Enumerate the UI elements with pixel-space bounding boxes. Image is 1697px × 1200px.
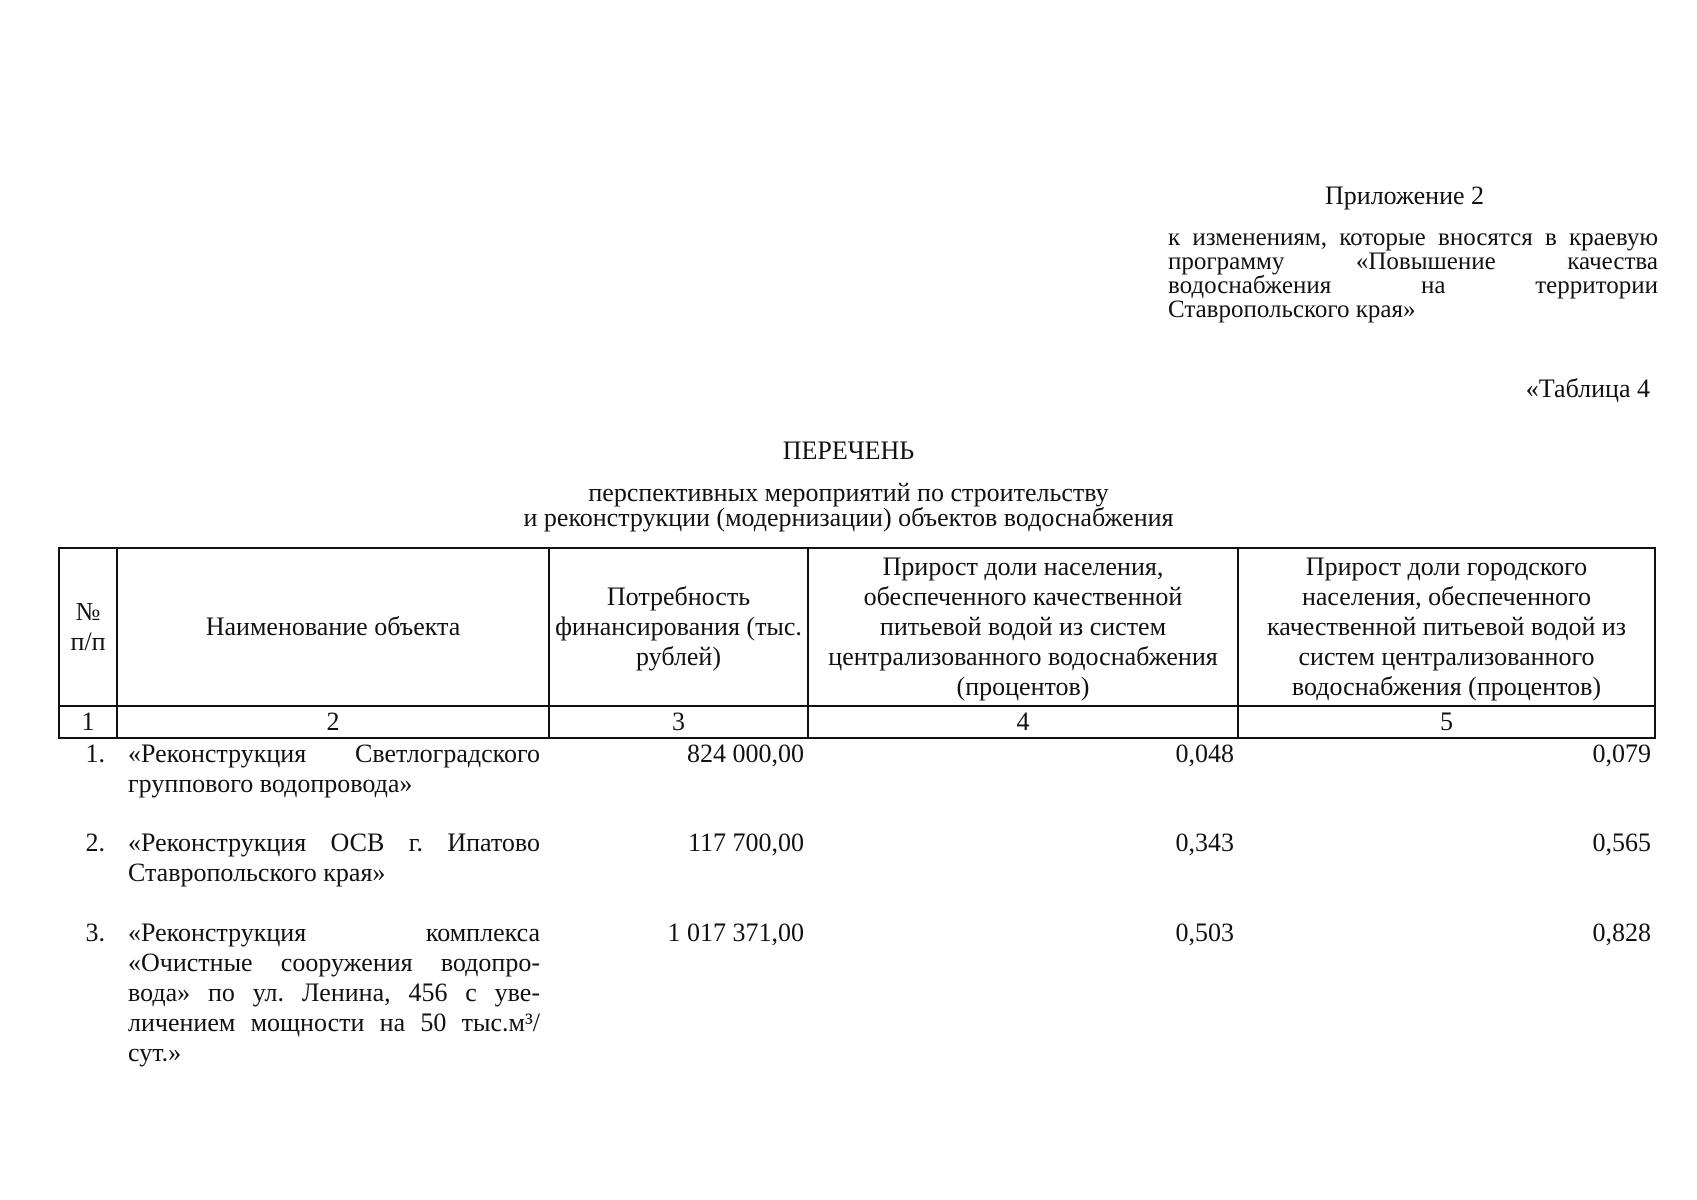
column-number: 4	[808, 706, 1238, 738]
table-row	[59, 738, 1655, 828]
population-share-value: 0,343	[1175, 828, 1234, 857]
row-number: 3.	[85, 918, 105, 947]
column-number: 5	[1238, 706, 1655, 738]
population-share-value: 0,503	[1175, 918, 1234, 947]
column-header-number: № п/п	[59, 548, 117, 706]
column-header-object-name: Наименование объекта	[117, 548, 549, 706]
funding-value: 824 000,00	[687, 739, 804, 768]
measures-table	[58, 547, 1656, 1068]
table-row	[59, 828, 1655, 918]
urban-population-share-value: 0,565	[1592, 828, 1651, 857]
population-share-value: 0,048	[1175, 739, 1234, 768]
column-number: 1	[59, 706, 117, 738]
row-number: 2.	[85, 828, 105, 857]
column-header-funding: Потребность финансирования (тыс. рублей)	[549, 548, 808, 706]
appendix-reference-text: к изменениям, которые вносятся в краевую программу «Повышение качества водоснабжения на территории Ставропольского края»	[1168, 224, 1658, 323]
funding-value: 117 700,00	[687, 828, 804, 857]
column-numbers-row	[59, 706, 1655, 738]
appendix-title: Приложение 2	[1325, 181, 1485, 210]
object-name: «Реконструкция ОСВ г. Ипатово Ставропольского края»	[128, 828, 540, 887]
column-number: 2	[117, 706, 549, 738]
column-number: 3	[549, 706, 808, 738]
column-header-urban-population-share: Прирост доли городского населения, обеспеченного качественной питьевой водой из систем централизованного водоснабжения (процентов)	[1238, 548, 1655, 706]
urban-population-share-value: 0,079	[1592, 739, 1651, 768]
document-heading: ПЕРЕЧЕНЬ	[782, 436, 915, 465]
urban-population-share-value: 0,828	[1592, 918, 1651, 947]
table-row	[59, 918, 1655, 1068]
subheading-line-1: перспективных мероприятий по строительству	[588, 478, 1109, 507]
column-header-population-share: Прирост доли населения, обеспеченного качественной питьевой водой из систем централизованного водоснабжения (процентов)	[808, 548, 1238, 706]
object-name: «Реконструкция комплекса «Очистные сооружения водопровода» по ул. Ленина, 456 с увеличением мощности на 50 тыс.м³/сут.»	[128, 918, 540, 1067]
document-subheading	[0, 480, 1697, 530]
subheading-line-2: и реконструкции (модернизации) объектов водоснабжения	[523, 503, 1174, 532]
table-label: «Таблица 4	[1525, 374, 1650, 403]
object-name: «Реконструкция Светлоградского группового водопровода»	[128, 739, 540, 798]
funding-value: 1 017 371,00	[667, 918, 804, 947]
table-header-row	[59, 548, 1655, 706]
row-number: 1.	[85, 739, 105, 768]
